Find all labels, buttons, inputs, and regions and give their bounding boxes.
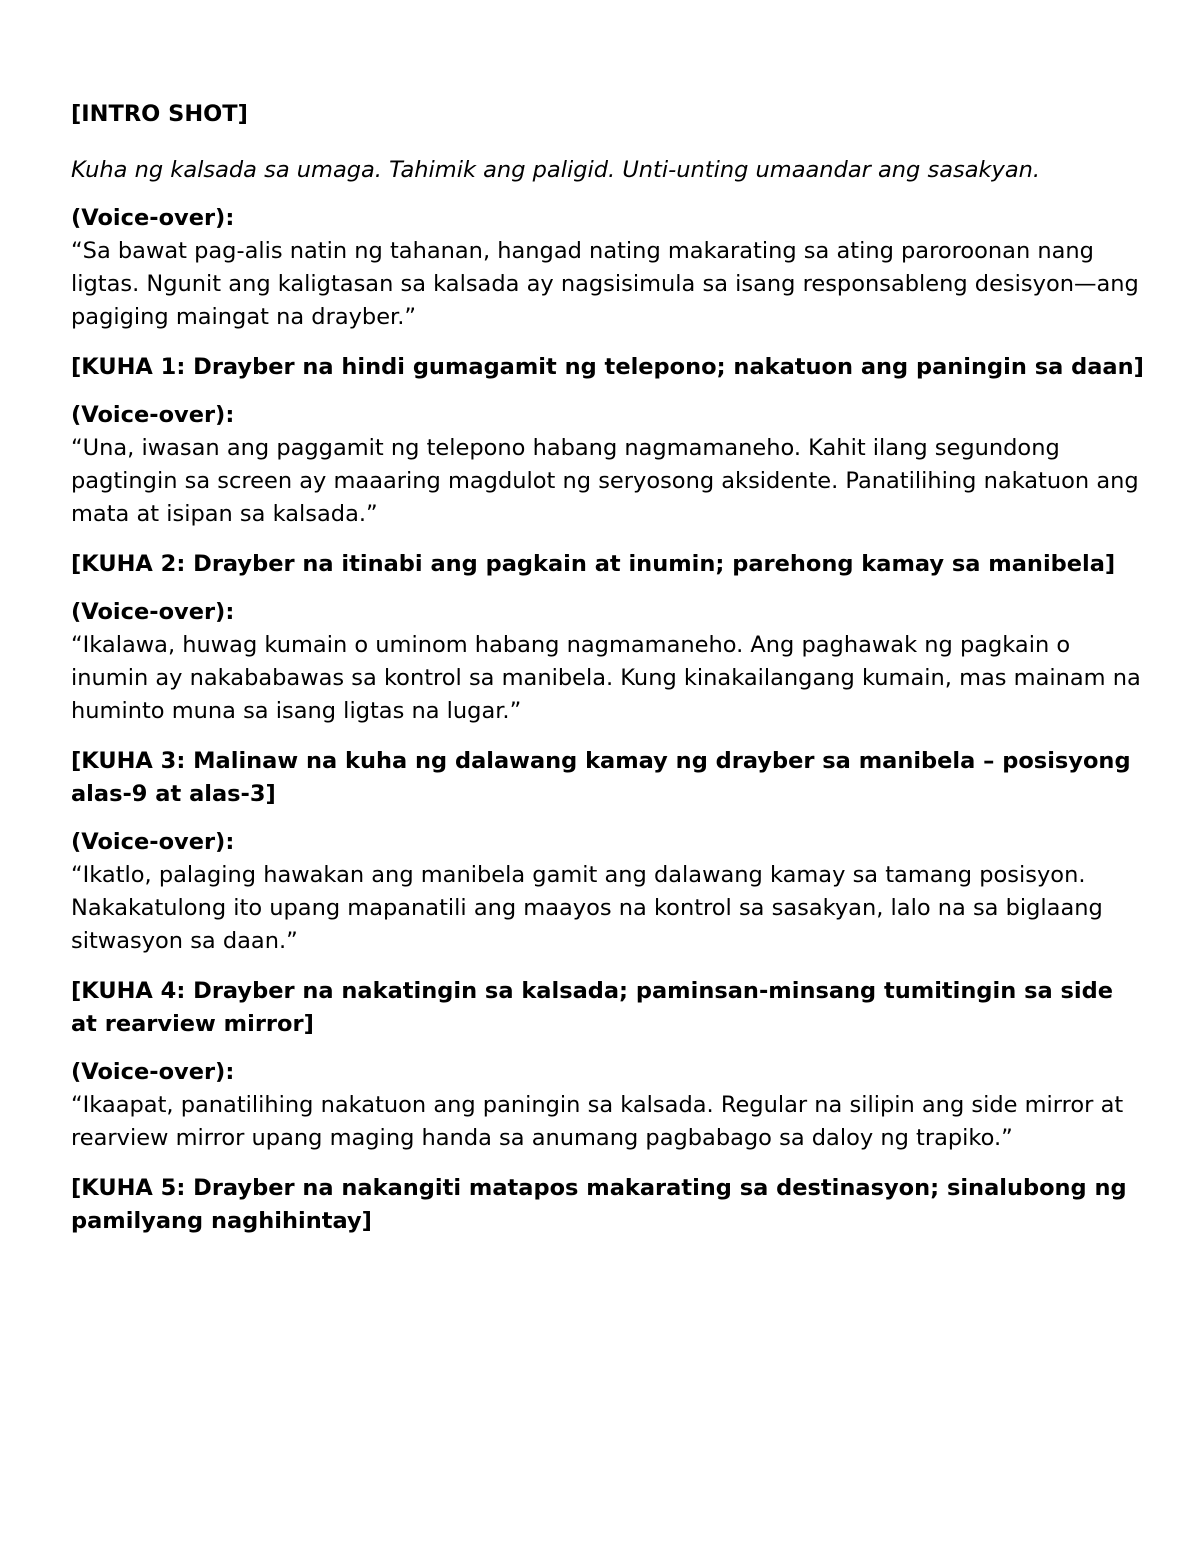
voiceover-quote: “Ikalawa, huwag kumain o uminom habang nagmamaneho. Ang paghawak ng pagkain o inumin ay nakababawas sa kontrol sa manibela. Kung kinakailangang kumain, mas mainam na huminto muna sa isang ligtas na lugar.” <box>71 632 1141 724</box>
voiceover-label: (Voice-over): <box>71 829 235 855</box>
script-page <box>71 98 1146 1238</box>
voiceover-label: (Voice-over): <box>71 402 235 428</box>
intro-heading: [INTRO SHOT] <box>71 101 248 127</box>
voiceover-label: (Voice-over): <box>71 599 235 625</box>
intro-description: Kuha ng kalsada sa umaga. Tahimik ang paligid. Unti-unting umaandar ang sasakyan. <box>71 157 1041 183</box>
section-heading-kuha-5: [KUHA 5: Drayber na nakangiti matapos makarating sa destinasyon; sinalubong ng pamilyang naghihintay] <box>71 1175 1127 1234</box>
voiceover-label: (Voice-over): <box>71 205 235 231</box>
section-heading-kuha-2: [KUHA 2: Drayber na itinabi ang pagkain at inumin; parehong kamay sa manibela] <box>71 551 1116 577</box>
voiceover-quote: “Ikaapat, panatilihing nakatuon ang paningin sa kalsada. Regular na silipin ang side mirror at rearview mirror upang maging handa sa anumang pagbabago sa daloy ng trapiko.” <box>71 1092 1124 1151</box>
voiceover-quote: “Una, iwasan ang paggamit ng telepono habang nagmamaneho. Kahit ilang segundong pagtingin sa screen ay maaaring magdulot ng seryosong aksidente. Panatilihing nakatuon ang mata at isipan sa kalsada.” <box>71 435 1139 527</box>
section-heading-kuha-3: [KUHA 3: Malinaw na kuha ng dalawang kamay ng drayber sa manibela – posisyong alas-9 at alas-3] <box>71 748 1131 807</box>
section-heading-kuha-1: [KUHA 1: Drayber na hindi gumagamit ng telepono; nakatuon ang paningin sa daan] <box>71 354 1144 380</box>
voiceover-label: (Voice-over): <box>71 1059 235 1085</box>
voiceover-quote: “Sa bawat pag-alis natin ng tahanan, hangad nating makarating sa ating paroroonan nang ligtas. Ngunit ang kaligtasan sa kalsada ay nagsisimula sa isang responsableng desisyon—ang pagiging maingat na drayber.” <box>71 238 1139 330</box>
voiceover-quote: “Ikatlo, palaging hawakan ang manibela gamit ang dalawang kamay sa tamang posisyon. Nakakatulong ito upang mapanatili ang maayos na kontrol sa sasakyan, lalo na sa biglaang sitwasyon sa daan.” <box>71 862 1103 954</box>
section-heading-kuha-4: [KUHA 4: Drayber na nakatingin sa kalsada; paminsan-minsang tumitingin sa side at rearview mirror] <box>71 978 1113 1037</box>
